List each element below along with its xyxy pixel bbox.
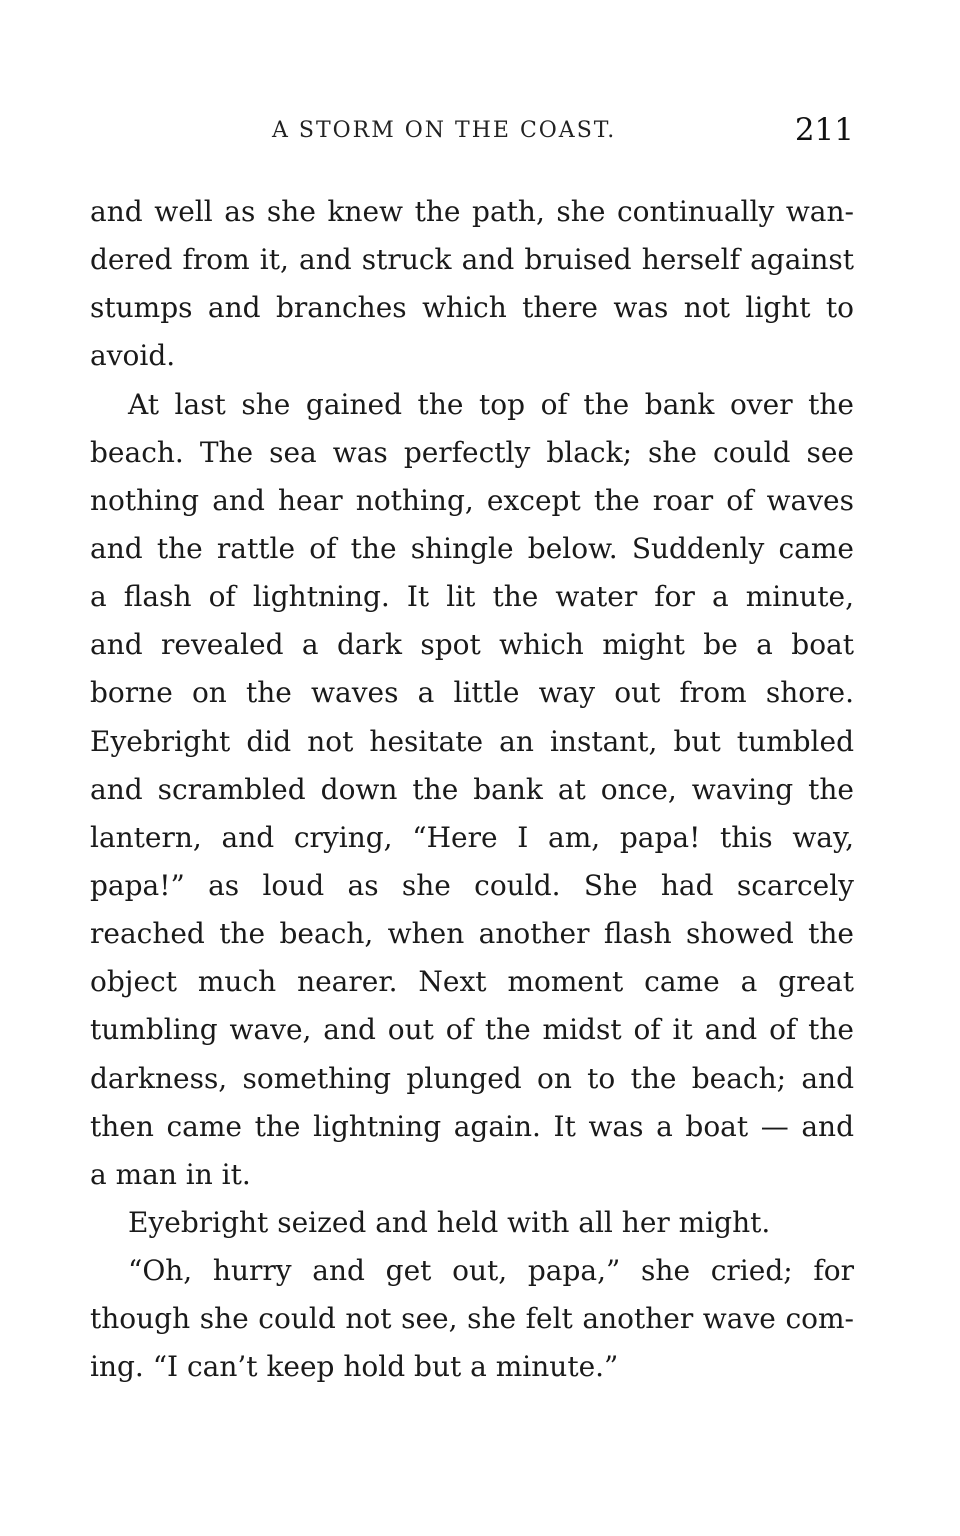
text-line: beach. The sea was perfectly black; she could see bbox=[90, 435, 854, 469]
running-head bbox=[90, 112, 854, 152]
text-line: Eyebright seized and held with all her might. bbox=[128, 1205, 771, 1239]
text-line: reached the beach, when another flash showed the bbox=[90, 917, 854, 951]
text-line: avoid. bbox=[90, 339, 176, 373]
text-line: then came the lightning again. It was a boat — and bbox=[90, 1109, 854, 1143]
text-line: a man in it. bbox=[90, 1157, 251, 1191]
text-line: and the rattle of the shingle below. Suddenly came bbox=[90, 531, 854, 565]
text-line: darkness, something plunged on to the beach; and bbox=[90, 1061, 854, 1095]
text-line: Eyebright did not hesitate an instant, but tumbled bbox=[90, 724, 854, 758]
text-line: stumps and branches which there was not light to bbox=[90, 291, 854, 325]
text-line: and scrambled down the bank at once, waving the bbox=[90, 772, 854, 806]
text-line: “Oh, hurry and get out, papa,” she cried; for bbox=[128, 1254, 854, 1288]
body-text bbox=[90, 188, 854, 1392]
text-line: dered from it, and struck and bruised herself against bbox=[90, 243, 854, 277]
text-line: and well as she knew the path, she continually wan- bbox=[90, 195, 854, 228]
text-line: ing. “I can’t keep hold but a minute.” bbox=[90, 1350, 619, 1384]
text-line: lantern, and crying, “Here I am, papa! this way, bbox=[90, 820, 854, 854]
text-line: a flash of lightning. It lit the water for a minute, bbox=[90, 580, 854, 614]
text-line: object much nearer. Next moment came a great bbox=[90, 965, 854, 999]
text-line: and revealed a dark spot which might be a boat bbox=[90, 628, 854, 662]
text-line: At last she gained the top of the bank over the bbox=[128, 387, 854, 421]
text-line: borne on the waves a little way out from shore. bbox=[90, 676, 854, 710]
text-line: nothing and hear nothing, except the roar of waves bbox=[90, 483, 854, 517]
running-title: A STORM ON THE COAST. bbox=[272, 118, 617, 143]
page-number: 211 bbox=[794, 112, 854, 148]
text-line: papa!” as loud as she could. She had scarcely bbox=[90, 868, 854, 902]
text-line: tumbling wave, and out of the midst of it and of the bbox=[90, 1013, 854, 1047]
text-line: though she could not see, she felt another wave com- bbox=[90, 1302, 854, 1336]
